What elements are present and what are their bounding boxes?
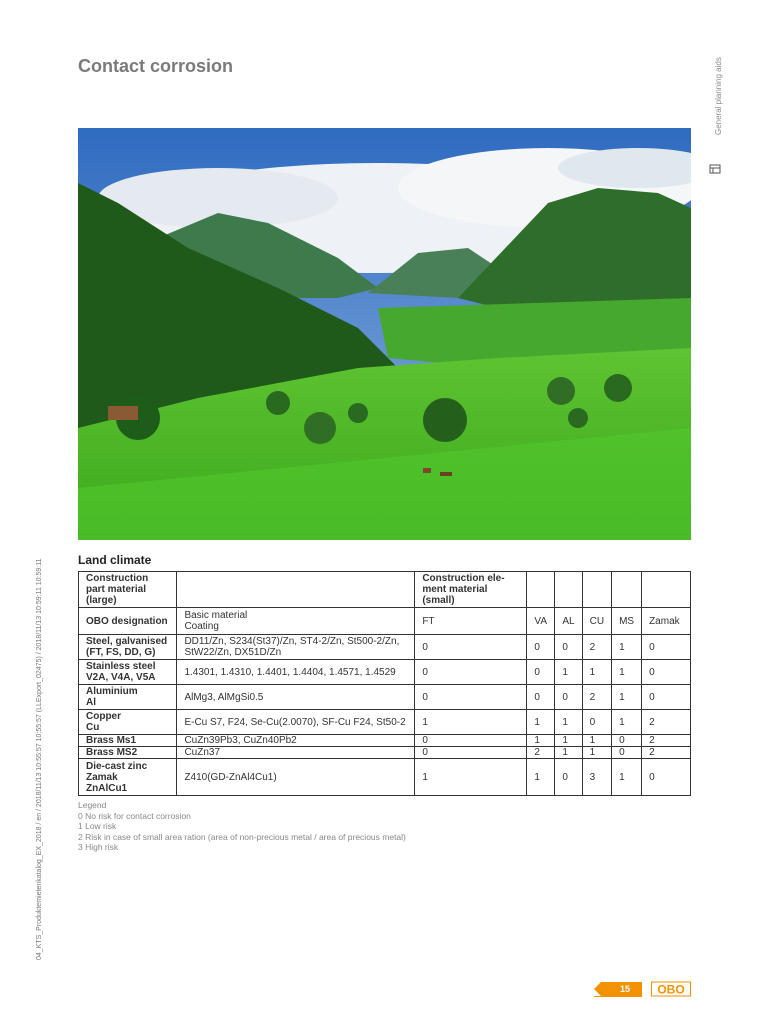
row-name: Brass Ms1 — [79, 735, 177, 747]
row-ms: 1 — [612, 635, 642, 660]
header-empty — [612, 572, 642, 608]
header-basic-material — [177, 608, 415, 635]
contact-corrosion-table — [78, 571, 691, 796]
table-row — [79, 685, 691, 710]
row-va: 2 — [527, 747, 555, 759]
row-name-line: Al — [86, 697, 96, 708]
legend-item: 2 Risk in case of small area ration (area of non-precious metal / area of precious metal) — [78, 831, 406, 842]
print-info: 04_KTS_Produktemietenkatalog_EX_2018 / en / 2018/11/13 10:55:57 10:55:57 (LLExport_02475) / 2018/11/13 10:59:11 10:59:11 — [36, 558, 43, 960]
row-name — [79, 685, 177, 710]
row-cu: 1 — [582, 735, 611, 747]
header-al: AL — [555, 608, 582, 635]
page-title: Contact corrosion — [78, 56, 234, 76]
row-name — [79, 710, 177, 735]
row-ft: 1 — [415, 710, 527, 735]
obo-logo — [651, 980, 691, 998]
header-ms: MS — [612, 608, 642, 635]
table-row — [79, 635, 691, 660]
row-material: Z410(GD-ZnAl4Cu1) — [177, 759, 415, 796]
row-ms: 0 — [612, 735, 642, 747]
row-name-line: (FT, FS, DD, G) — [86, 647, 156, 658]
row-al: 1 — [555, 735, 582, 747]
row-material: AlMg3, AlMgSi0.5 — [177, 685, 415, 710]
row-name — [79, 635, 177, 660]
row-name — [79, 660, 177, 685]
row-va: 1 — [527, 710, 555, 735]
row-material: E-Cu S7, F24, Se-Cu(2.0070), SF-Cu F24, St50-2 — [177, 710, 415, 735]
planning-aids-icon — [709, 164, 721, 174]
table-row — [79, 660, 691, 685]
table-row — [79, 759, 691, 796]
row-zamak: 0 — [642, 635, 691, 660]
header-empty — [177, 572, 415, 608]
row-va: 0 — [527, 685, 555, 710]
row-name-line: Zamak — [86, 771, 118, 783]
header-va: VA — [527, 608, 555, 635]
row-va: 1 — [527, 759, 555, 796]
legend-item: 1 Low risk — [78, 821, 117, 831]
header-empty — [582, 572, 611, 608]
row-ft: 0 — [415, 660, 527, 685]
legend-item: 3 High risk — [78, 842, 119, 852]
landscape-photo — [78, 128, 691, 540]
row-cu: 2 — [582, 635, 611, 660]
row-name-line: Cu — [86, 722, 100, 733]
legend-item: 0 No risk for contact corrosion — [78, 810, 191, 821]
row-cu: 3 — [582, 759, 611, 796]
row-al: 0 — [555, 635, 582, 660]
row-material: 1.4301, 1.4310, 1.4401, 1.4404, 1.4571, 1.4529 — [177, 660, 415, 685]
row-name-line: V2A, V4A, V5A — [86, 672, 156, 683]
header-empty — [555, 572, 582, 608]
table-header-row — [79, 572, 691, 608]
row-zamak: 2 — [642, 747, 691, 759]
row-cu: 1 — [582, 747, 611, 759]
row-ft: 1 — [415, 759, 527, 796]
section-heading: Land climate — [78, 553, 152, 567]
row-zamak: 0 — [642, 660, 691, 685]
row-material: DD11/Zn, S234(St37)/Zn, ST4-2/Zn, St500-2/Zn, StW22/Zn, DX51D/Zn — [177, 635, 415, 660]
side-section-label: General planning aids — [714, 57, 723, 135]
row-name-line: Die-cast zinc — [86, 760, 148, 772]
table-row — [79, 735, 691, 747]
row-name-line: Aluminium — [86, 686, 138, 697]
row-al: 1 — [555, 710, 582, 735]
row-va: 0 — [527, 660, 555, 685]
row-ms: 1 — [612, 759, 642, 796]
row-name-line: ZnAlCu1 — [86, 782, 128, 794]
logo-text: OBO — [657, 982, 685, 997]
row-va: 1 — [527, 735, 555, 747]
basic-material-label: Basic material — [184, 610, 248, 621]
row-ft: 0 — [415, 735, 527, 747]
row-material: CuZn37 — [177, 747, 415, 759]
header-empty — [642, 572, 691, 608]
table-row — [79, 747, 691, 759]
row-name-line: Stainless steel — [86, 661, 156, 672]
row-name: Brass MS2 — [79, 747, 177, 759]
page-number-badge — [594, 982, 642, 997]
row-zamak: 2 — [642, 735, 691, 747]
row-ft: 0 — [415, 635, 527, 660]
header-construction-part: Construction part material (large) — [79, 572, 177, 608]
table-row — [79, 710, 691, 735]
header-zamak: Zamak — [642, 608, 691, 635]
row-zamak: 2 — [642, 710, 691, 735]
row-al: 1 — [555, 660, 582, 685]
row-al: 1 — [555, 747, 582, 759]
legend — [78, 800, 406, 853]
row-name — [79, 759, 177, 796]
row-ms: 1 — [612, 710, 642, 735]
row-zamak: 0 — [642, 759, 691, 796]
row-name-line: Copper — [86, 711, 121, 722]
row-zamak: 0 — [642, 685, 691, 710]
table-subheader-row — [79, 608, 691, 635]
row-va: 0 — [527, 635, 555, 660]
row-material: CuZn39Pb3, CuZn40Pb2 — [177, 735, 415, 747]
row-ms: 1 — [612, 685, 642, 710]
row-ft: 0 — [415, 685, 527, 710]
row-ms: 0 — [612, 747, 642, 759]
badge-notch — [594, 982, 601, 996]
page-number: 15 — [620, 984, 631, 994]
row-ms: 1 — [612, 660, 642, 685]
coating-label: Coating — [184, 621, 219, 632]
row-cu: 1 — [582, 660, 611, 685]
header-construction-element: Construction ele- ment material (small) — [415, 572, 527, 608]
row-al: 0 — [555, 685, 582, 710]
legend-title: Legend — [78, 800, 107, 810]
header-obo-designation: OBO designation — [79, 608, 177, 635]
header-ft: FT — [415, 608, 527, 635]
row-al: 0 — [555, 759, 582, 796]
row-ft: 0 — [415, 747, 527, 759]
row-cu: 0 — [582, 710, 611, 735]
header-cu: CU — [582, 608, 611, 635]
header-empty — [527, 572, 555, 608]
row-cu: 2 — [582, 685, 611, 710]
row-name-line: Steel, galvanised — [86, 636, 168, 647]
